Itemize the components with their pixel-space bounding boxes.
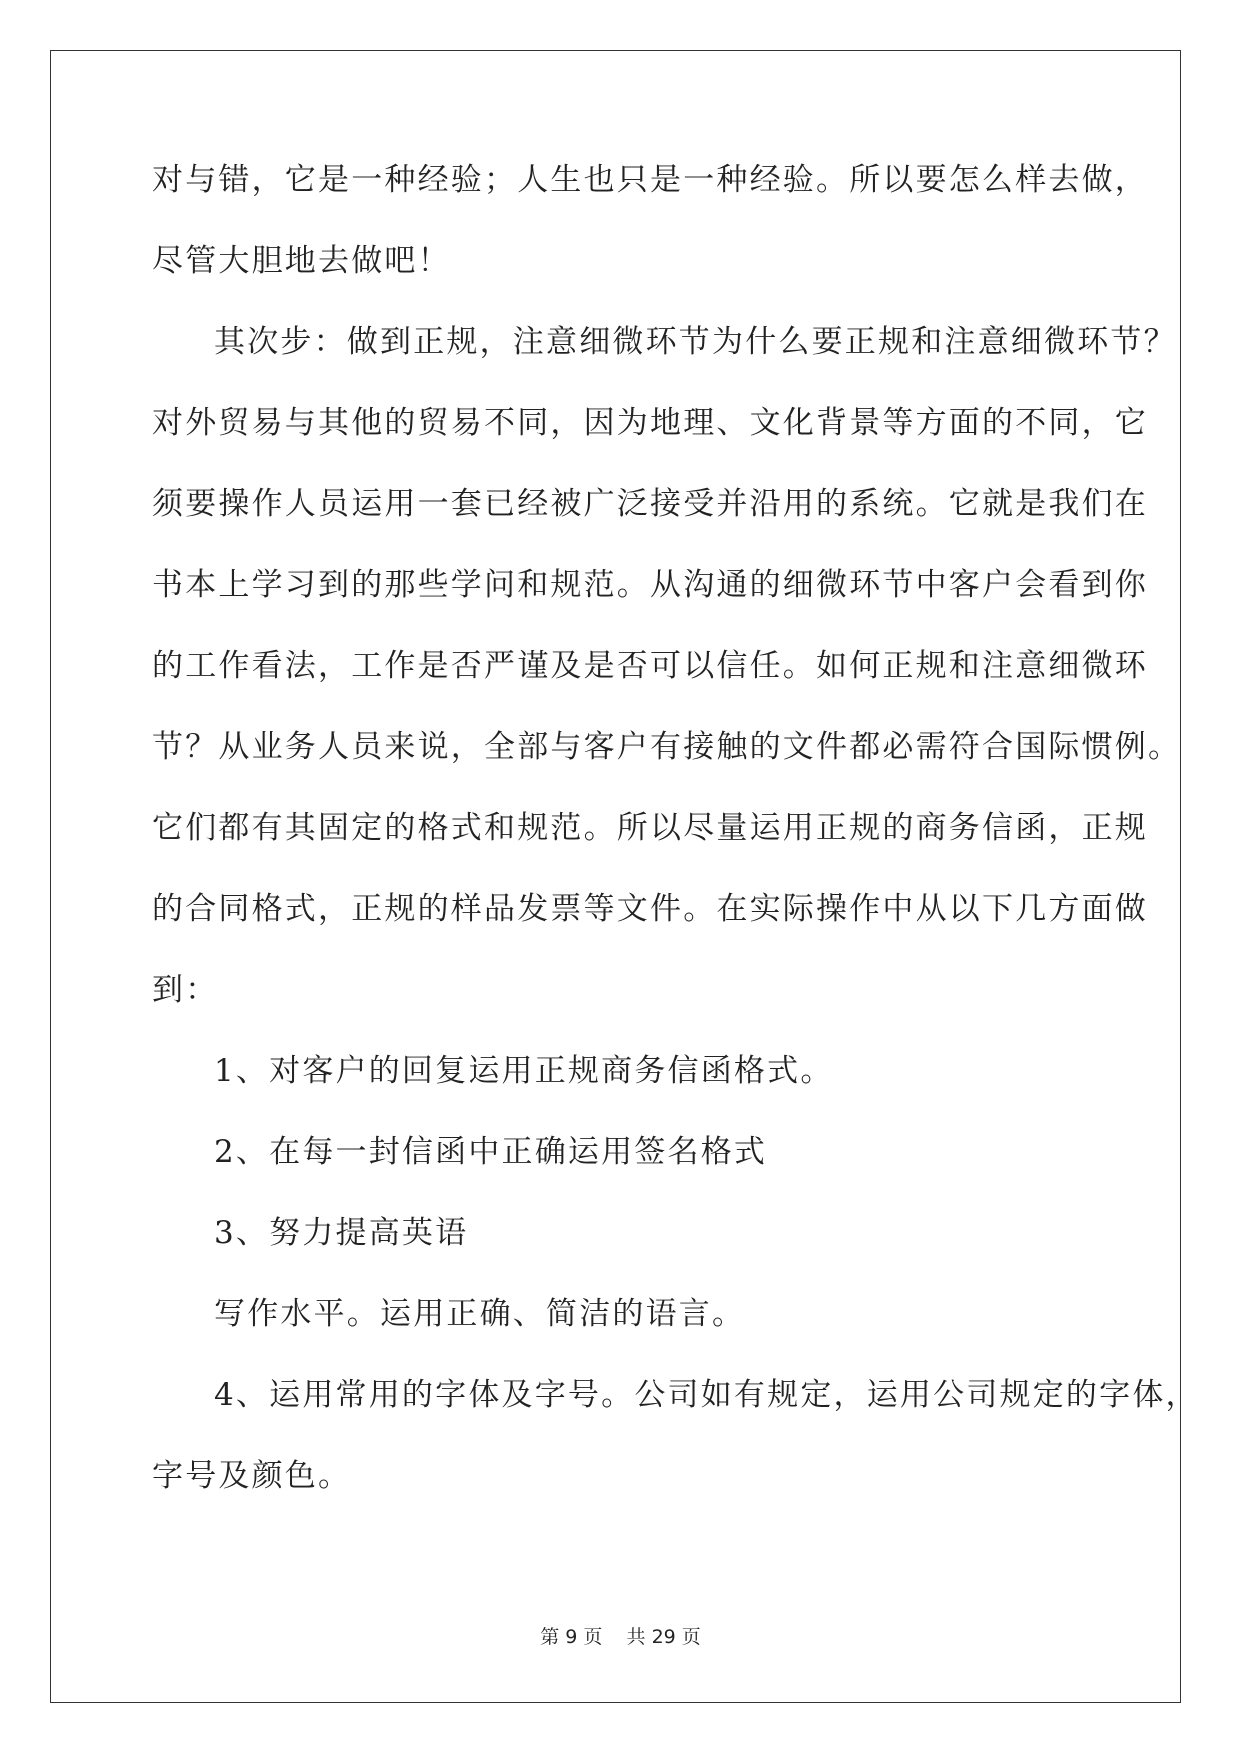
text-line: 须要操作人员运用一套已经被广泛接受并沿用的系统。它就是我们在 <box>152 486 1148 522</box>
text-line: 书本上学习到的那些学问和规范。从沟通的细微环节中客户会看到你 <box>152 567 1148 603</box>
text-line: 的合同格式，正规的样品发票等文件。在实际操作中从以下几方面做 <box>152 891 1148 927</box>
list-item-1: 1、对客户的回复运用正规商务信函格式。 <box>214 1053 834 1089</box>
text-line: 字号及颜色。 <box>152 1458 352 1494</box>
text-line: 尽管大胆地去做吧！ <box>152 243 451 279</box>
text-line: 到： <box>152 972 219 1008</box>
list-item-3: 3、努力提高英语 <box>214 1215 469 1251</box>
text-line: 它们都有其固定的格式和规范。所以尽量运用正规的商务信函，正规 <box>152 810 1148 846</box>
text-line: 的工作看法，工作是否严谨及是否可以信任。如何正规和注意细微环 <box>152 648 1148 684</box>
text-line: 节？从业务人员来说，全部与客户有接触的文件都必需符合国际惯例。 <box>152 729 1182 765</box>
text-line: 对外贸易与其他的贸易不同，因为地理、文化背景等方面的不同，它 <box>152 405 1148 441</box>
page-number-footer: 第 9 页 共 29 页 <box>540 1626 701 1648</box>
paragraph-start-line: 其次步：做到正规，注意细微环节为什么要正规和注意细微环节？ <box>214 324 1177 360</box>
document-body <box>152 160 1199 1537</box>
paragraph-start-line: 写作水平。运用正确、简洁的语言。 <box>214 1296 746 1332</box>
text-line: 对与错，它是一种经验；人生也只是一种经验。所以要怎么样去做， <box>152 162 1148 198</box>
list-item-2: 2、在每一封信函中正确运用签名格式 <box>214 1134 768 1170</box>
list-item-4: 4、运用常用的字体及字号。公司如有规定，运用公司规定的字体， <box>214 1377 1199 1413</box>
